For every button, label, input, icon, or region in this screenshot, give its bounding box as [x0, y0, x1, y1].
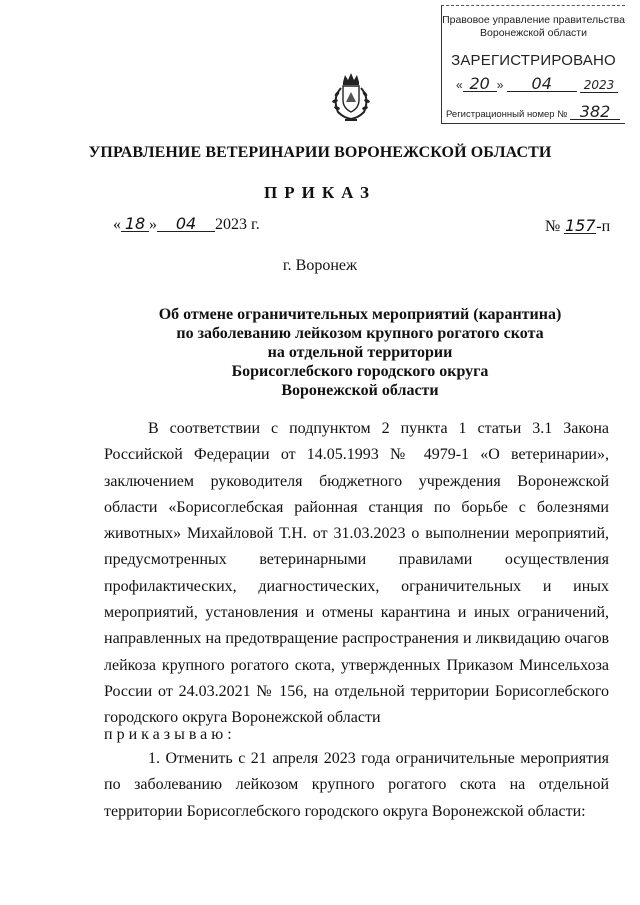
stamp-date: « 20 » 04 2023 [456, 77, 621, 93]
stamp-org-line1: Правовое управление правительства [442, 14, 625, 26]
item-1-paragraph: 1. Отменить с 21 апреля 2023 года ограничительные мероприятия по заболеванию лейкозом крупного рогатого скота на отдельной территории Борисоглебского городского округа Воронежской области: [104, 750, 609, 820]
title-line: Борисоглебского городского округа [231, 363, 489, 380]
stamp-organization [442, 14, 625, 40]
stamp-date-day: 20 [463, 77, 497, 92]
coat-of-arms-icon [328, 72, 374, 124]
title-line: Об отмене ограничительных мероприятий (карантина) [158, 306, 562, 323]
order-date-month: 04 [157, 217, 215, 232]
stamp-date-year: 2023 [580, 78, 618, 93]
order-number-value: 157 [564, 216, 596, 235]
order-word: приказываю: [104, 726, 236, 743]
order-number [545, 218, 610, 236]
title-line: на отдельной территории [267, 344, 453, 361]
order-number-label: № [545, 218, 561, 235]
stamp-registered-label: ЗАРЕГИСТРИРОВАНО [451, 52, 616, 69]
stamp-date-month: 04 [507, 77, 577, 92]
order-number-suffix: -п [596, 218, 611, 235]
agency-name: УПРАВЛЕНИЕ ВЕТЕРИНАРИИ ВОРОНЕЖСКОЙ ОБЛАСТИ [88, 144, 552, 161]
document-type: ПРИКАЗ [264, 183, 376, 202]
title-line: Воронежской области [281, 382, 439, 399]
stamp-reg-number-label: Регистрационный номер № [446, 109, 568, 120]
stamp-reg-number-line [446, 102, 624, 121]
stamp-org-line2: Воронежской области [480, 27, 587, 39]
registration-stamp [441, 5, 625, 124]
stamp-reg-number: 382 [570, 105, 620, 120]
order-date: « 18 » 04 2023 г. [113, 214, 260, 233]
city: г. Воронеж [282, 257, 358, 274]
order-date-day: 18 [121, 217, 149, 232]
title-line: по заболеванию лейкозом крупного рогатого скота [176, 325, 544, 342]
order-title [150, 305, 570, 400]
preamble-paragraph: В соответствии с подпунктом 2 пункта 1 статьи 3.1 Закона Российской Федерации от 14.05.1993 № 4979-1 «О ветеринарии», заключением руководителя бюджетного учреждения Воронежской области «Борисоглебская районная станция по борьбе с болезнями животных» Михайловой Т.Н. от 31.03.2023 о выполнении мероприятий, предусмотренных ветеринарными правилами осуществления профилактических, диагностических, ограничительных и иных мероприятий, установления и отмены карантина и иных ограничений, направленных на предотвращение распространения и ликвидацию очагов лейкоза крупного рогатого скота, утвержденных Приказом Минсельхоза России от 24.03.2021 № 156, на отдельной территории Борисоглебского городского округа Воронежской области [104, 420, 609, 727]
order-date-year: 2023 г. [215, 216, 260, 233]
